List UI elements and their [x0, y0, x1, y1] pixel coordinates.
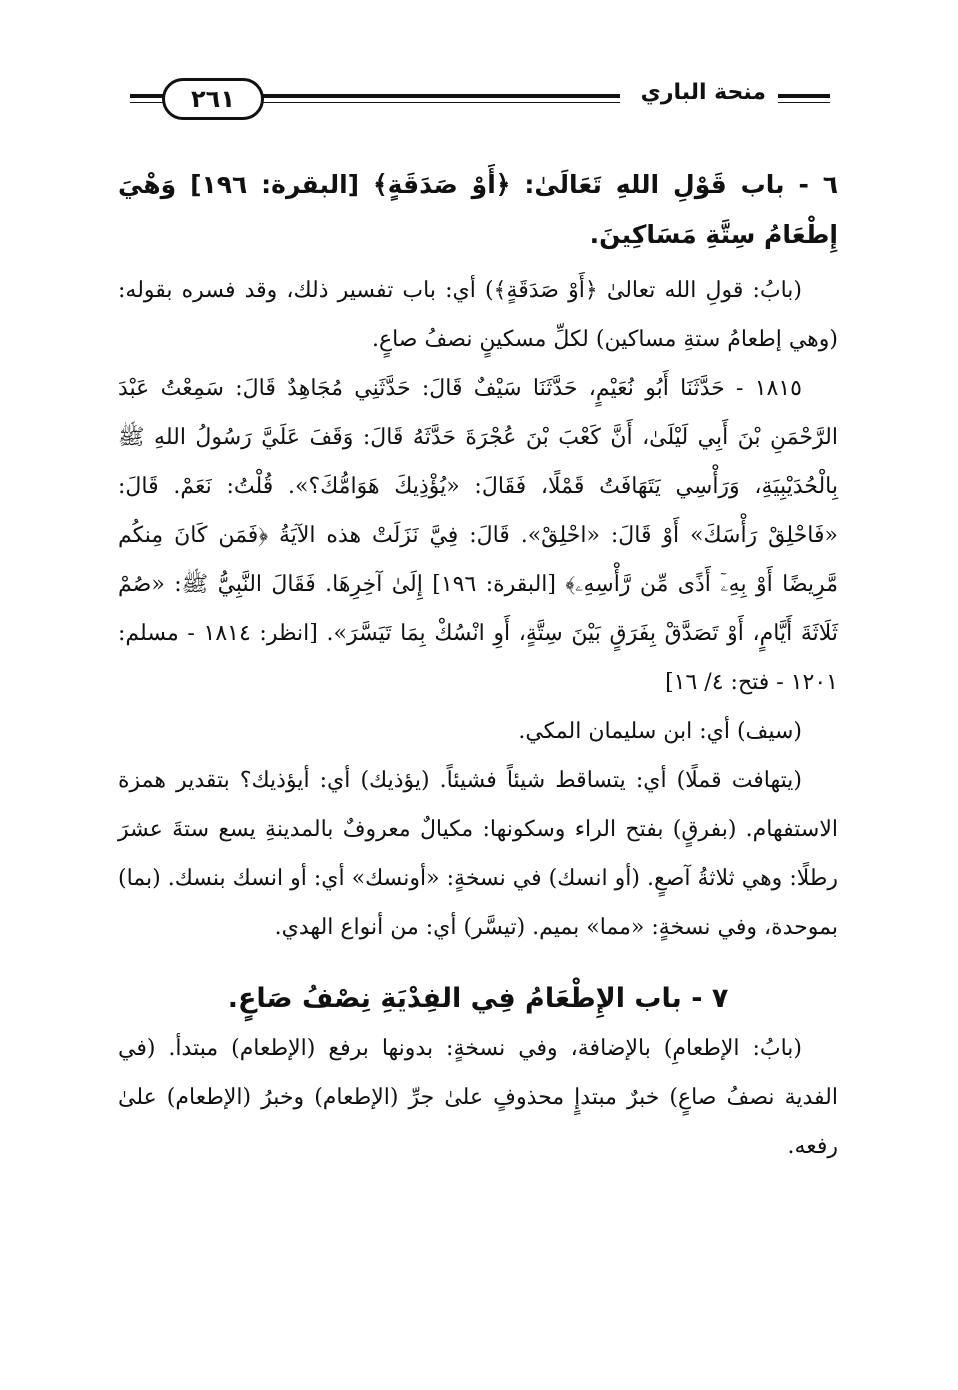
- running-title: منحة الباري: [640, 80, 766, 105]
- note-saif: (سيف) أي: ابن سليمان المكي.: [518, 719, 802, 744]
- page-number: ٢٦١: [162, 78, 264, 120]
- page-body: [118, 160, 838, 1171]
- note-vocabulary: (يتهافت قملًا) أي: يتساقط شيئاً فشيئاً. (يؤذيك) أي: أيؤذيك؟ بتقدير همزة الاستفهام. (بفرقٍ) بفتح الراء وسكونها: مكيالٌ معروفٌ بالمدينةِ يسع ستةَ عشرَ رطلًا: وهي ثلاثةُ آصعٍ. (أو انسك) في نسخةٍ: «أونسك» أي: أو انسك بنسك. (بما) بموحدة، وفي نسخةٍ: «مما» بميم. (تيسَّر) أي: من أنواع الهدي.: [118, 768, 838, 940]
- commentary-paragraph-2: (بابُ: الإطعامِ) بالإضافة، وفي نسخةٍ: بدونها برفع (الإطعام) مبتدأ. (في الفدية نصفُ صاعٍ) خبرٌ مبتدإٍ محذوفٍ علىٰ جرِّ (الإطعام) وخبرُ (الإطعام) علىٰ رفعه.: [118, 1036, 838, 1159]
- chapter-heading-7: ٧ - باب الإِطْعَامُ فِي الفِدْيَةِ نِصْفُ صَاعٍ.: [227, 983, 729, 1014]
- commentary-paragraph: (بابُ: قولِ الله تعالىٰ ﴿أَوْ صَدَقَةٍ﴾) أي: باب تفسير ذلك، وقد فسره بقوله: (وهي إطعامُ ستةِ مساكين) لكلِّ مسكينٍ نصفُ صاعٍ.: [118, 278, 838, 352]
- page-header: [110, 70, 830, 130]
- header-rule-right: [778, 94, 830, 98]
- chapter-heading-6: ٦ - باب قَوْلِ اللهِ تَعَالَىٰ: ﴿أَوْ صَدَقَةٍ﴾ [البقرة: ١٩٦] وَهْيَ إِطْعَامُ سِتَّةِ مَسَاكِينَ.: [118, 170, 838, 249]
- hadith-text: ١٨١٥ - حَدَّثَنَا أَبُو نُعَيْمٍ، حَدَّثَنَا سَيْفٌ قَالَ: حَدَّثَنِي مُجَاهِدٌ قَالَ: سَمِعْتُ عَبْدَ الرَّحْمَنِ بْنَ أَبِي لَيْلَىٰ، أَنَّ كَعْبَ بْنَ عُجْرَةَ حَدَّثَهُ قَالَ: وَقَفَ عَلَيَّ رَسُولُ اللهِ ﷺ بِالْحُدَيْبِيَةِ، وَرَأْسِي يَتَهَافَتُ قَمْلًا، فَقَالَ: «يُؤْذِيكَ هَوَامُّكَ؟». قُلْتُ: نَعَمْ. قَالَ: «فَاحْلِقْ رَأْسَكَ» أَوْ قَالَ: «احْلِقْ». قَالَ: فِيَّ نَزَلَتْ هذه الآيَةُ ﴿فَمَن كَانَ مِنكُم مَّرِيضًا أَوْ بِهِۦٓ أَذًى مِّن رَّأْسِهِۦ﴾ [البقرة: ١٩٦] إِلَىٰ آخِرِهَا. فَقَالَ النَّبِيُّ ﷺ: «صُمْ ثَلَاثَةَ أَيَّامٍ، أَوْ تَصَدَّقْ بِفَرَقٍ بَيْنَ سِتَّةٍ، أَوِ انْسُكْ بِمَا تَيَسَّرَ». [انظر: ١٨١٤ - مسلم: ١٢٠١ - فتح: ٤/ ١٦]: [118, 376, 838, 695]
